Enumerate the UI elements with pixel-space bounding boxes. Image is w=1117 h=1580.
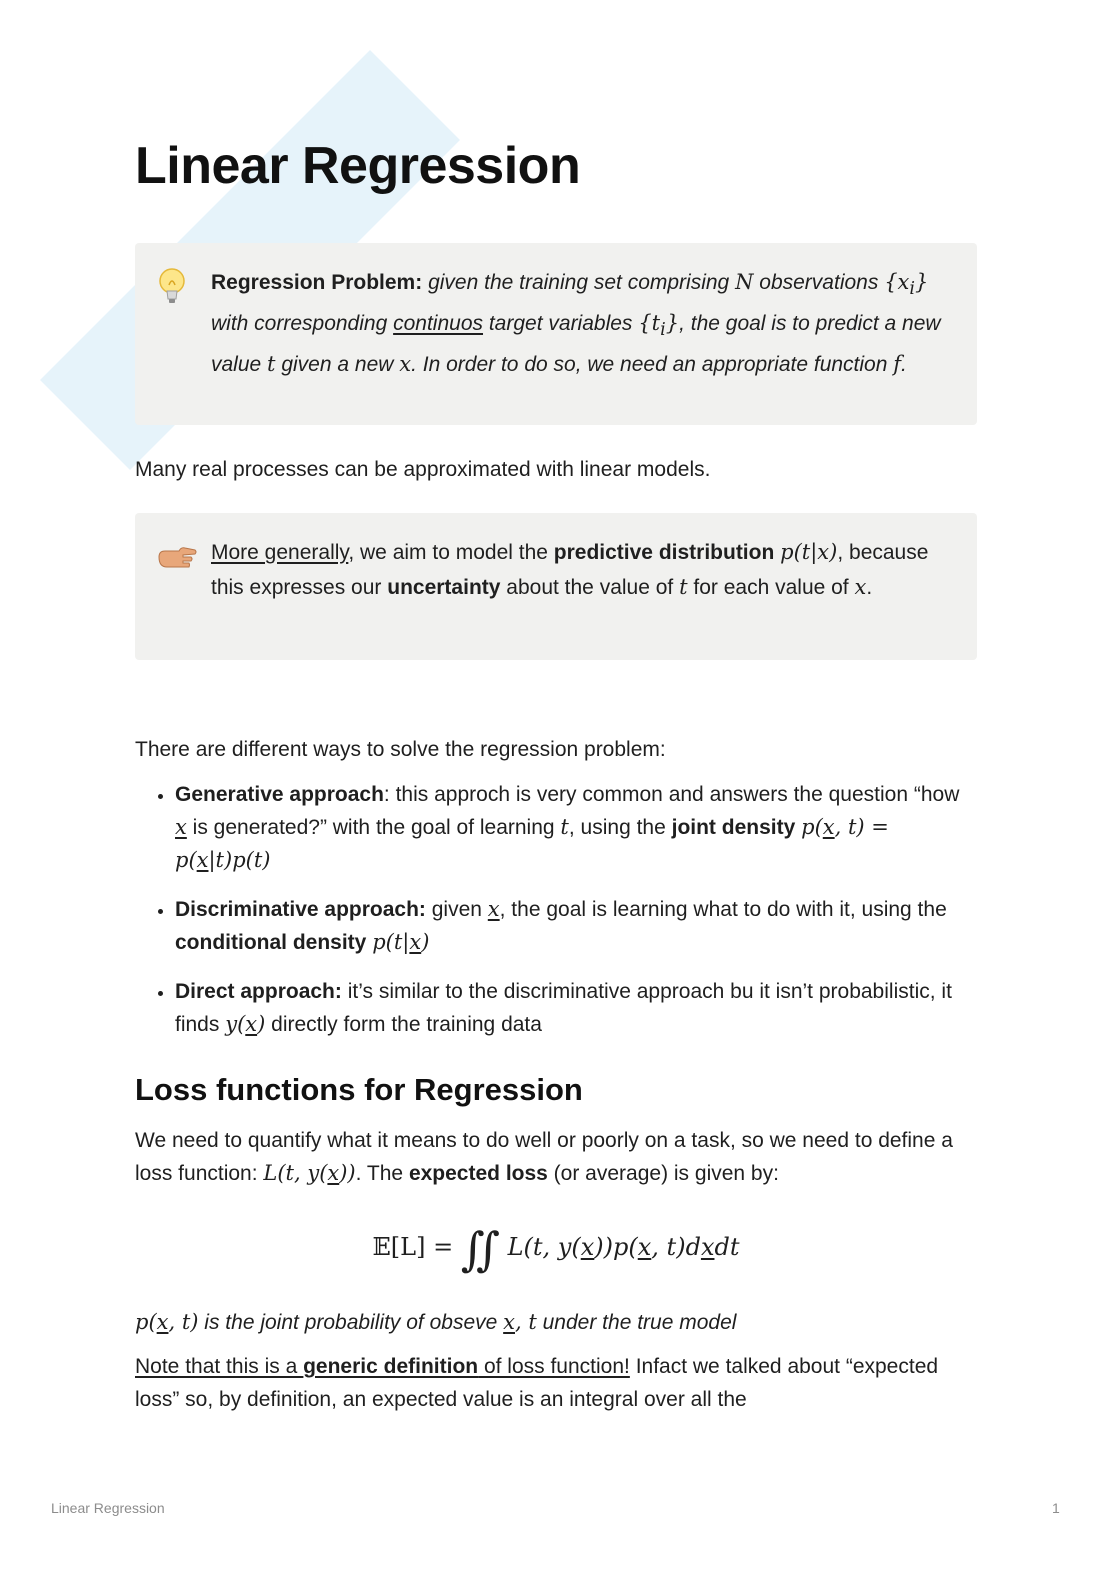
math-part: )) <box>339 1161 356 1185</box>
text-span: , <box>837 541 844 564</box>
math-part: y( <box>225 1012 246 1036</box>
math-part: {t <box>638 311 661 336</box>
text-span: , using the <box>568 816 672 839</box>
text-span: Note that this is a <box>135 1355 304 1378</box>
math-part: } <box>915 270 929 294</box>
math-part: , t)d <box>651 1233 701 1261</box>
text-span: (or average) is given by: <box>547 1162 779 1185</box>
math-x-vector: x <box>580 1233 595 1261</box>
uncertainty-bold: uncertainty <box>387 576 501 599</box>
math-x-vector: x <box>503 1310 515 1334</box>
math-x-vector: x <box>156 1310 169 1334</box>
paragraph-ways-to-solve: There are different ways to solve the regression problem: <box>135 738 666 761</box>
math-t: t <box>267 352 276 377</box>
paragraph-loss-definition <box>135 1124 977 1190</box>
callout-predictive-distribution <box>135 513 977 660</box>
math-part: L(t, y( <box>263 1161 328 1185</box>
math-f: f <box>893 352 902 377</box>
section-heading: Loss functions for Regression <box>135 1072 583 1107</box>
math-part: L(t, y( <box>499 1233 581 1261</box>
math-part: p(t| <box>372 930 410 954</box>
list-item-generative <box>175 778 977 877</box>
pointing-hand-icon <box>157 543 197 584</box>
math-xi <box>884 270 929 300</box>
math-x: x <box>399 352 412 377</box>
expected-loss-equation <box>135 1222 977 1276</box>
text-span: for each value of <box>687 576 855 599</box>
conditional-density-bold: conditional density <box>175 931 367 954</box>
text-span: observations <box>753 271 885 294</box>
math-x-vector: x <box>196 848 209 872</box>
predictive-distribution-bold: predictive distribution <box>553 541 775 564</box>
text-span: given the training set comprising <box>422 271 736 294</box>
callout-regression-problem <box>135 243 977 425</box>
text-span: We need to quantify what it means to do well or poorly on a task, so we need to define a loss function: <box>135 1129 953 1185</box>
text-span: . <box>901 353 907 377</box>
text-span: . The <box>355 1162 409 1185</box>
text-span: , we aim to model the <box>348 541 554 564</box>
discriminative-label: Discriminative approach: <box>175 898 426 921</box>
joint-density-bold: joint density <box>671 816 796 839</box>
math-part: } <box>665 311 680 336</box>
callout-text <box>211 541 928 599</box>
text-span: : this approch is very common and answers the question “how <box>383 783 960 806</box>
math-N: N <box>735 270 754 294</box>
text-span: with corresponding <box>211 312 394 336</box>
math-t: , t <box>515 1310 537 1334</box>
continuos-underlined: continuos <box>393 312 484 336</box>
math-sub: i <box>909 279 916 300</box>
math-loss <box>263 1161 355 1185</box>
paragraph-joint-probability <box>135 1306 977 1339</box>
math-part: ) <box>257 1012 266 1036</box>
math-part: ))p( <box>594 1233 638 1261</box>
text-span: about the value of <box>500 576 680 599</box>
math-sub: i <box>660 320 666 341</box>
direct-label: Direct approach: <box>175 980 342 1003</box>
text-span: is the joint probability of obseve <box>198 1311 504 1334</box>
math-part: , t) = p( <box>175 815 889 872</box>
text-span: of loss function! <box>478 1355 630 1378</box>
math-x-vector: x <box>409 930 422 954</box>
math-part: p( <box>135 1310 157 1334</box>
math-t: t <box>560 815 569 839</box>
math-part: , t) <box>168 1310 199 1334</box>
math-ptx: p(t|x) <box>780 540 838 564</box>
math-part: ) <box>421 930 430 954</box>
regression-problem-label: Regression Problem: <box>211 271 423 294</box>
math-part: {x <box>884 270 910 294</box>
text-span: is generated?” with the goal of learning <box>186 816 561 839</box>
text-span: under the true model <box>536 1311 737 1334</box>
math-x-vector: x <box>822 815 835 839</box>
text-span: given a new <box>275 353 400 377</box>
double-integral: ∬ <box>460 1222 500 1276</box>
text-span: , the goal is learning what to do with it, using the <box>499 898 947 921</box>
math-x-vector: x <box>637 1233 652 1261</box>
paragraph-linear-models: Many real processes can be approximated with linear models. <box>135 458 711 481</box>
note-underlined <box>135 1355 630 1378</box>
text-span: given <box>425 898 488 921</box>
list-item-direct <box>175 975 977 1041</box>
page-title: Linear Regression <box>135 137 581 195</box>
more-generally-underlined: More generally <box>211 541 349 564</box>
footer-title: Linear Regression <box>51 1500 165 1516</box>
math-part: 𝔼[L] = <box>372 1233 461 1261</box>
math-x-vector: x <box>327 1161 340 1185</box>
text-span: it’s similar to the discriminative approach bu it isn’t probabilistic, it finds <box>175 980 952 1036</box>
math-t: t <box>679 575 688 599</box>
text-span: target variables <box>483 312 639 336</box>
text-span: because this expresses our <box>211 541 929 599</box>
math-x: x <box>854 575 867 599</box>
callout-text <box>211 271 941 376</box>
generic-definition-bold: generic definition <box>303 1355 479 1378</box>
math-x-vector: x <box>175 815 187 839</box>
expected-loss-bold: expected loss <box>408 1162 548 1185</box>
text-span: , the goal is to predict a new value <box>211 312 941 377</box>
paragraph-note <box>135 1350 977 1416</box>
text-span: Infact we talked about “expected loss” so, by definition, an expected value is an integral over all the <box>135 1355 939 1411</box>
math-conditional-density <box>372 930 429 954</box>
math-x-vector: x <box>245 1012 258 1036</box>
approaches-list <box>135 778 977 1057</box>
math-part: p( <box>801 815 823 839</box>
generative-label: Generative approach <box>175 783 384 806</box>
math-joint <box>135 1310 198 1334</box>
list-item-discriminative <box>175 893 977 959</box>
math-part: |t)p(t) <box>208 848 271 872</box>
math-x-vector: x <box>700 1233 715 1261</box>
math-x-vector: x <box>487 897 500 921</box>
math-ti <box>638 311 680 341</box>
lightbulb-icon <box>157 267 187 318</box>
math-part: dt <box>714 1233 740 1261</box>
math-y-of-x <box>225 1012 265 1036</box>
text-span: . <box>866 576 873 599</box>
text-span: directly form the training data <box>265 1013 542 1036</box>
text-span: . In order to do so, we need an appropriate function <box>411 353 894 377</box>
page-number: 1 <box>1052 1500 1060 1516</box>
